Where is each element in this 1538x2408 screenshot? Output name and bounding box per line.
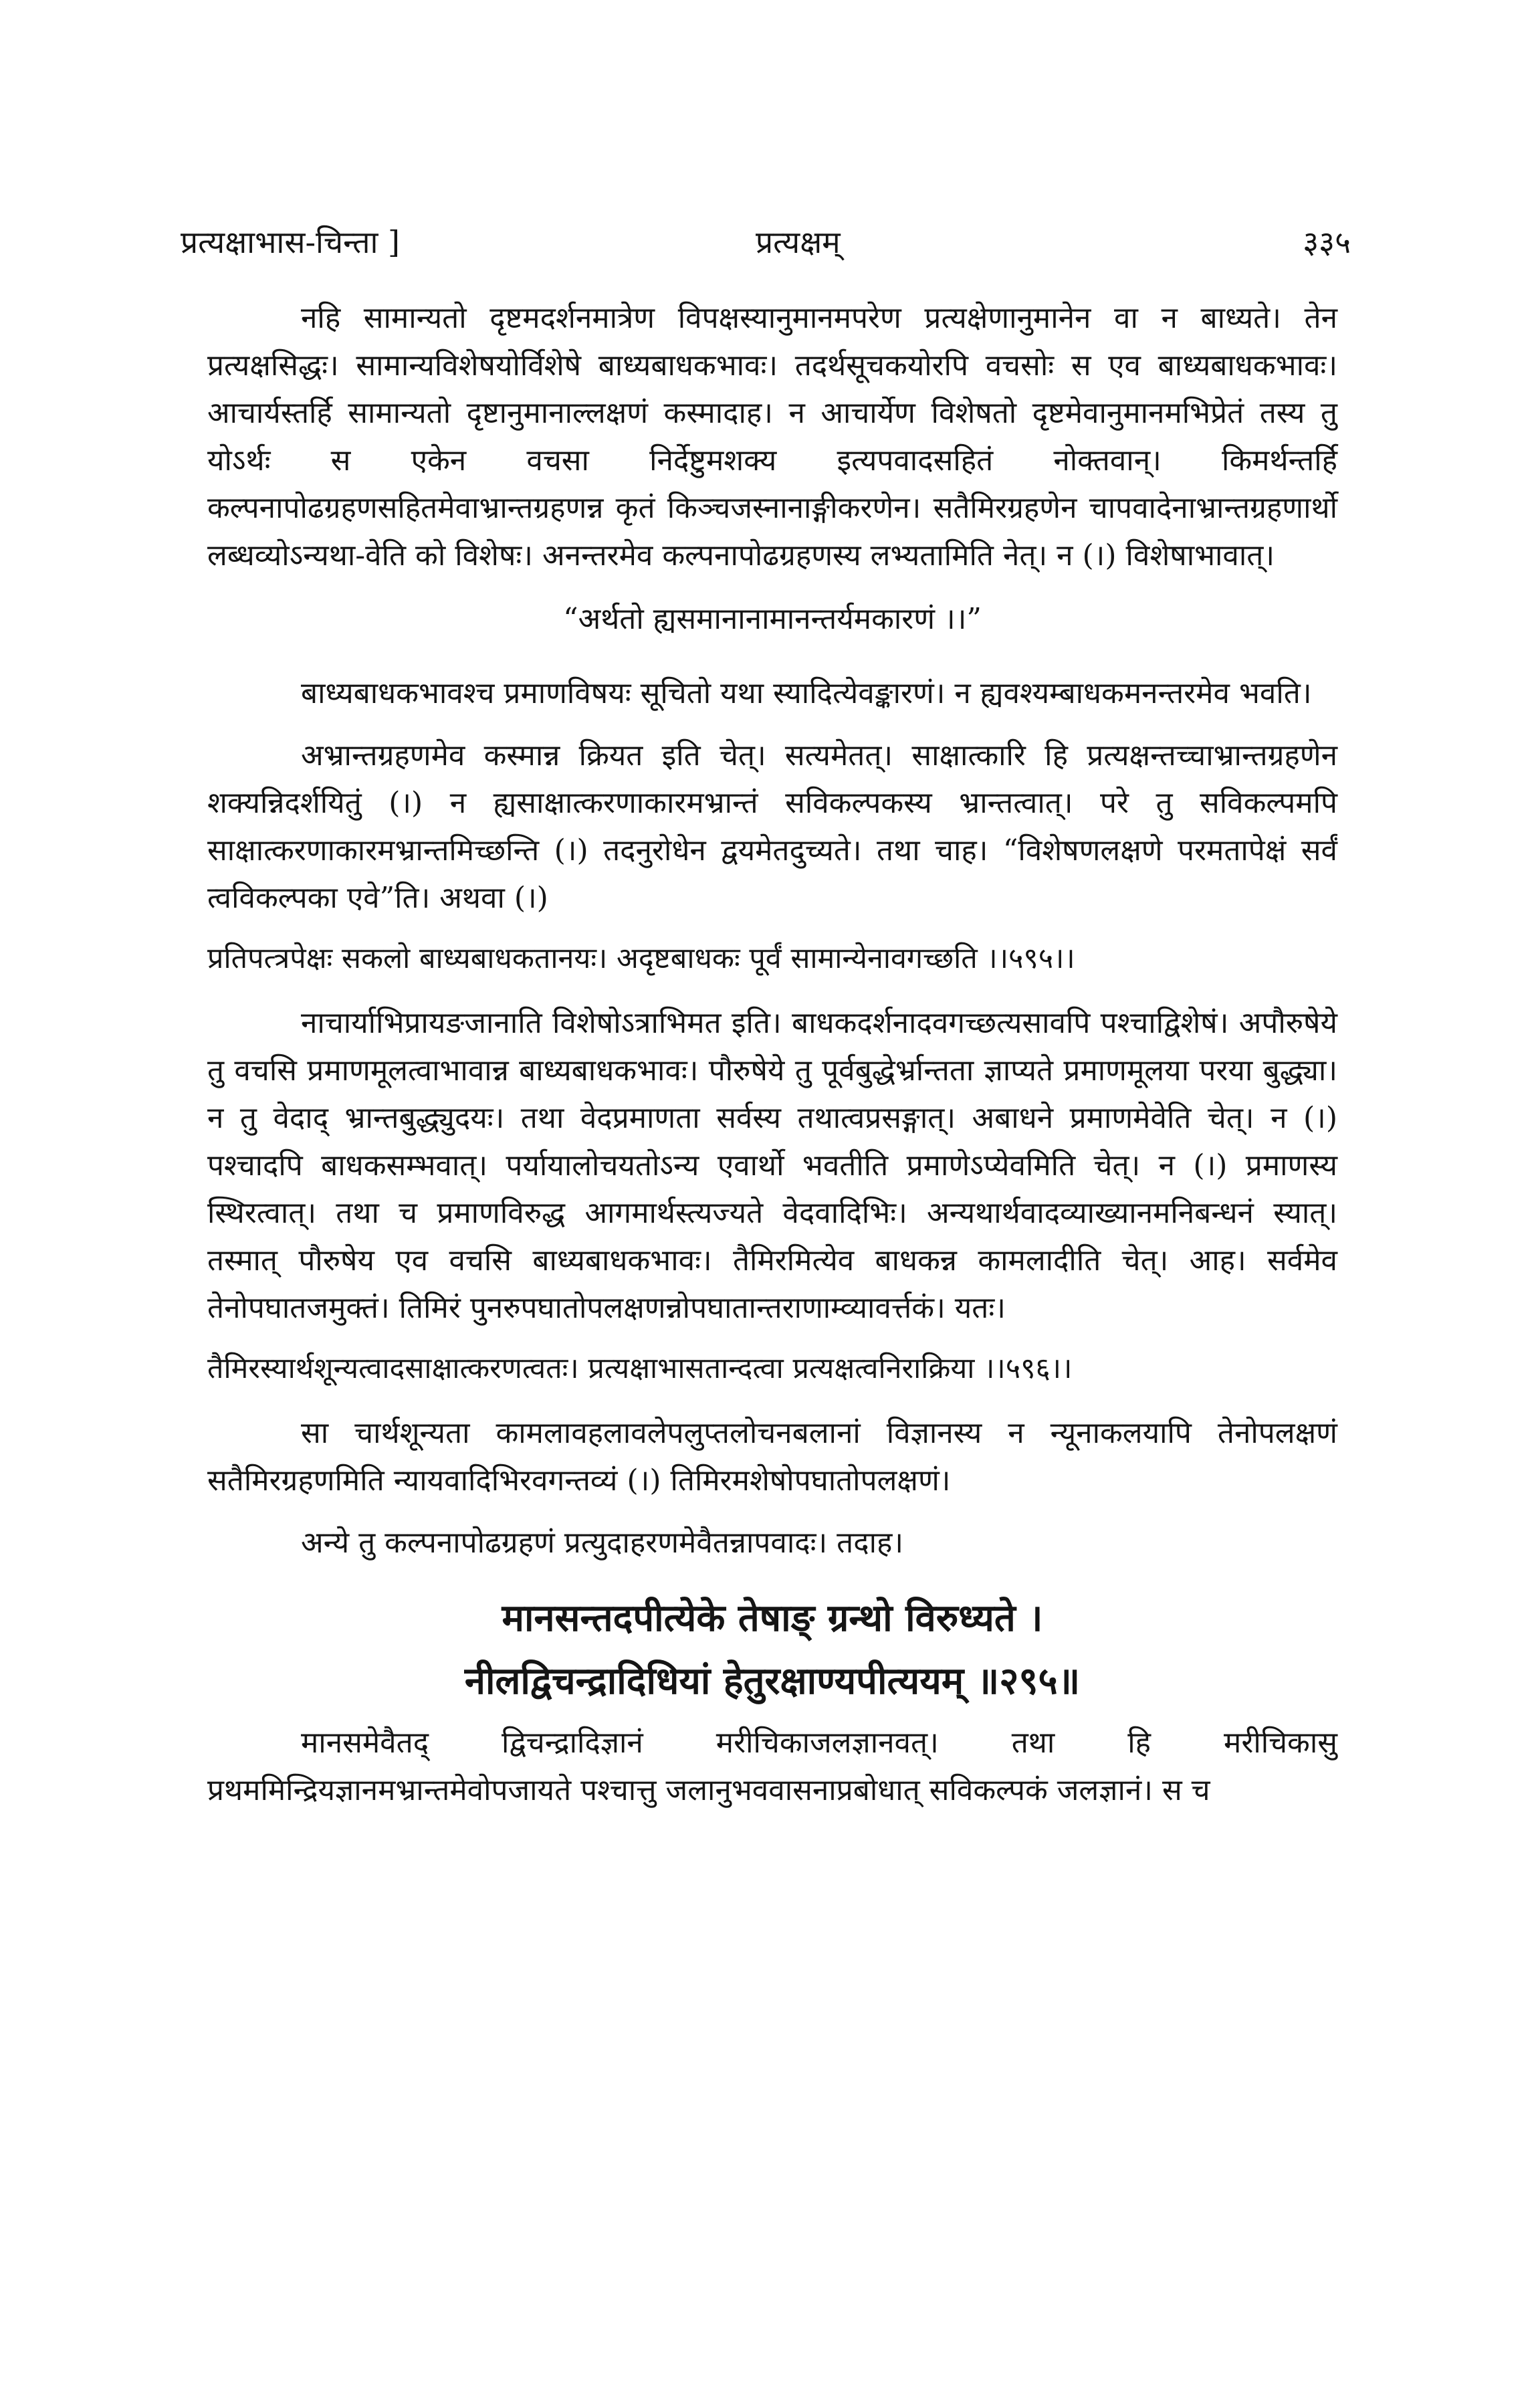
paragraph-5: सा चार्थशून्यता कामलावहलावलेपलुप्तलोचनबलानां विज्ञानस्य न न्यूनाकलयापि तेनोपलक्षणं सतैमिरग्रहणमिति न्यायवादिभिरवगन्तव्यं (।) तिमिरमशेषोपघातोपलक्षणं। [207, 1416, 1337, 1498]
verse-596: तैमिरस्यार्थशून्यत्वादसाक्षात्करणत्वतः। प्रत्यक्षाभासतान्दत्वा प्रत्यक्षत्वनिराक्रिया ।।५९६।। [207, 1352, 1073, 1385]
paragraph-2: बाध्यबाधकभावश्च प्रमाणविषयः सूचितो यथा स्यादित्येवङ्कारणं। न ह्यवश्यम्बाधकमनन्तरमेव भवति। [301, 676, 1312, 710]
page-body [207, 294, 1337, 1829]
paragraph-6: अन्ये तु कल्पनापोढग्रहणं प्रत्युदाहरणमेवैतन्नापवादः। तदाह। [301, 1526, 904, 1560]
paragraph-4: नाचार्याभिप्रायङजानाति विशेषोऽत्राभिमत इति। बाधकदर्शनादवगच्छत्यसावपि पश्चाद्विशेषं। अपौरुषेये तु वचसि प्रमाणमूलत्वाभावान्न बाध्यबाधकभावः। पौरुषेये तु पूर्वबुद्धेर्भ्रान्तता ज्ञाप्यते प्रमाणमूलया परया बुद्ध्या। न तु वेदाद् भ्रान्तबुद्ध्युदयः। तथा वेदप्रमाणता सर्वस्य तथात्वप्रसङ्गात्। अबाधने प्रमाणमेवेति चेत्। न (।) पश्चादपि बाधकसम्भवात्। पर्यायालोचयतोऽन्य एवार्थो भवतीति प्रमाणेऽप्येवमिति चेत्। न (।) प्रमाणस्य स्थिरत्वात्। तथा च प्रमाणविरुद्ध आगमार्थस्त्यज्यते वेदवादिभिः। अन्यथार्थवादव्याख्यानमनिबन्धनं स्यात्। तस्मात् पौरुषेय एव वचसि बाध्यबाधकभावः। तैमिरमित्येव बाधकन्न कामलादीति चेत्। आह। सर्वमेव तेनोपघातजमुक्तं। तिमिरं पुनरुपघातोपलक्षणन्नोपघातान्तराणाम्व्यावर्त्तकं। यतः। [207, 1006, 1337, 1325]
page-number: ३३५ [1303, 224, 1351, 260]
verse-595: प्रतिपत्त्रपेक्षः सकलो बाध्यबाधकतानयः। अदृष्टबाधकः पूर्वं सामान्येनावगच्छति ।।५९५।। [207, 942, 1075, 975]
paragraph-1: नहि सामान्यतो दृष्टमदर्शनमात्रेण विपक्षस्यानुमानमपरेण प्रत्यक्षेणानुमानेन वा न बाध्यते। तेन प्रत्यक्षसिद्धः। सामान्यविशेषयोर्विशेषे बाध्यबाधकभावः। तदर्थसूचकयोरपि वचसोः स एव बाध्यबाधकभावः। आचार्यस्तर्हि सामान्यतो दृष्टानुमानाल्लक्षणं कस्मादाह। न आचार्येण विशेषतो दृष्टमेवानुमानमभिप्रेतं तस्य तु योऽर्थः स एकेन वचसा निर्देष्टुमशक्य इत्यपवादसहितं नोक्तवान्। किमर्थन्तर्हि कल्पनापोढग्रहणसहितमेवाभ्रान्तग्रहणन्न कृतं किञ्चजस्नानाङ्गीकरणेन। सतैमिरग्रहणेन चापवादेनाभ्रान्तग्रहणार्थो लब्धव्योऽन्यथा-वेति को विशेषः। अनन्तरमेव कल्पनापोढग्रहणस्य लभ्यतामिति नेत्। न (।) विशेषाभावात्। [207, 301, 1337, 573]
karika-295 [207, 1587, 1337, 1712]
quotation: “अर्थतो ह्यसमानानामानन्तर्यमकारणं ।।” [563, 602, 982, 636]
section-title: प्रत्यक्षाभास-चिन्ता ] [181, 224, 400, 260]
karika-line-1: मानसन्तदपीत्येके तेषाङ् ग्रन्थो विरुध्यते । [502, 1596, 1043, 1640]
paragraph-7: मानसमेवैतद् द्विचन्द्रादिज्ञानं मरीचिकाजलज्ञानवत्। तथा हि मरीचिकासु प्रथममिन्द्रियज्ञानमभ्रान्तमेवोपजायते पश्चात्तु जलानुभववासनाप्रबोधात् सविकल्पकं जलज्ञानं। स च [207, 1726, 1337, 1807]
chapter-title: प्रत्यक्षम् [756, 224, 841, 260]
running-header [181, 221, 1351, 274]
paragraph-3: अभ्रान्तग्रहणमेव कस्मान्न क्रियत इति चेत्। सत्यमेतत्। साक्षात्कारि हि प्रत्यक्षन्तच्चाभ्रान्तग्रहणेन शक्यन्निदर्शयितुं (।) न ह्यसाक्षात्करणाकारमभ्रान्तं सविकल्पकस्य भ्रान्तत्वात्। परे तु सविकल्पमपि साक्षात्करणाकारमभ्रान्तमिच्छन्ति (।) तदनुरोधेन द्वयमेतदुच्यते। तथा चाह। “विशेषणलक्षणे परमतापेक्षं सर्वं त्वविकल्पका एवे”ति। अथवा (।) [207, 738, 1337, 915]
karika-line-2: नीलद्विचन्द्रादिधियां हेतुरक्षाण्यपीत्ययम् ॥२९५॥ [464, 1659, 1081, 1703]
